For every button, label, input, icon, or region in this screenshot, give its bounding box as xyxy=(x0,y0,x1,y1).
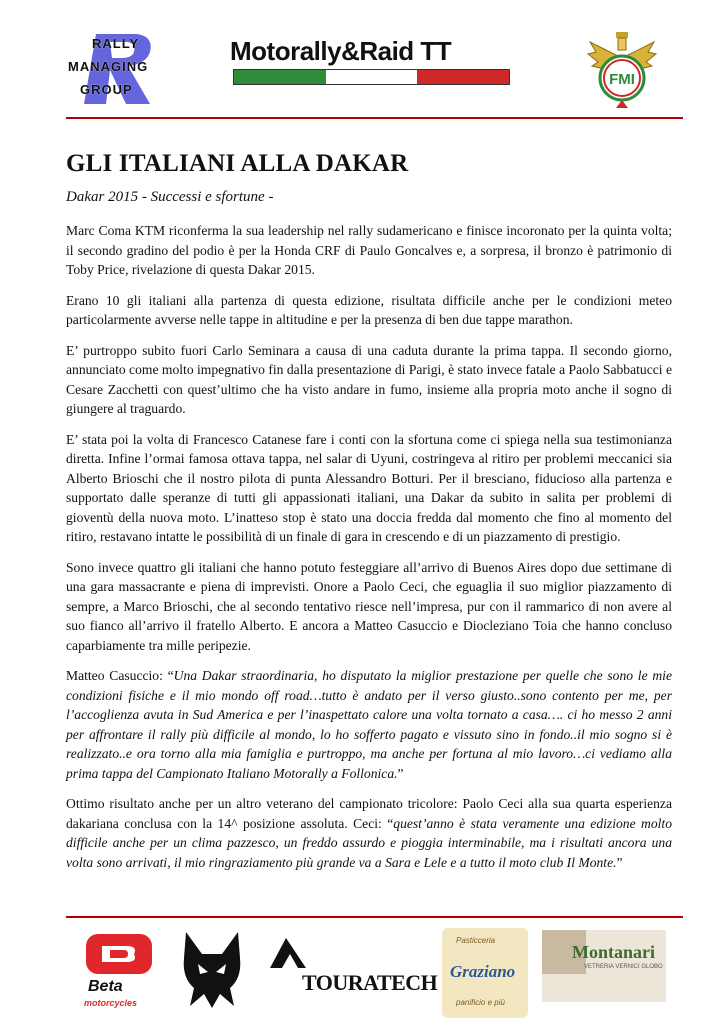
article-title: GLI ITALIANI ALLA DAKAR xyxy=(66,150,409,177)
paragraph-3: E’ purtroppo subito fuori Carlo Seminara a causa di una caduta durante la prima tappa. Il secondo giorno, annunciato come molto impegnativo fin dalla presentazione di Parigi, è stato invece fatale a Paolo Sabbatucci e Cesare Zacchetti con quest’ultimo che ha visto andare in fumo, insieme alla propria moto anche il sogno di giungere al traguardo. xyxy=(66,342,672,416)
paragraph-5: Sono invece quattro gli italiani che hanno potuto festeggiare all’arrivo di Buenos Aires dopo due settimane di una gara massacrante e piena di imprevisti. Onore a Paolo Ceci, che eguaglia il suo miglior piazzamento di sempre, a Marco Brioschi, che al secondo tentativo riesce nell’impresa, pur con il rammarico di non avere al suo fianco all’arrivo il fratello Alberto. E ancora a Matteo Casuccio e Diocleziano Toia che hanno concluso caparbiamente tra mille peripezie. xyxy=(66,559,672,653)
fox-head-icon xyxy=(178,928,246,1012)
rmg-line3: GROUP xyxy=(80,82,133,97)
montanari-name: Montanari xyxy=(572,942,655,962)
touratech-logo xyxy=(262,936,438,1006)
brand-title: Motorally&Raid TT xyxy=(230,36,452,66)
fmi-logo-text: FMI xyxy=(609,71,635,88)
footer-divider xyxy=(66,916,683,918)
touratech-name: TOURATECH xyxy=(302,970,438,995)
rmg-line1: RALLY xyxy=(92,36,140,51)
header-divider xyxy=(66,117,683,119)
montanari-logo xyxy=(542,930,666,1002)
graziano-bottom: panificio e più xyxy=(456,998,505,1007)
paragraph-7 xyxy=(66,794,672,872)
beta-tagline: motorcycles xyxy=(84,998,138,1008)
sponsor-bar xyxy=(66,922,683,1022)
beta-logo xyxy=(84,930,154,1016)
rally-managing-group-logo xyxy=(66,28,176,108)
rmg-line2: MANAGING xyxy=(68,59,149,74)
paragraph-1: Marc Coma KTM riconferma la sua leadership nel rally sudamericano e finisce incoronato per la quinta volta; il secondo gradino del podio è per la Honda CRF di Paulo Goncalves e, a sorpresa, il bronzo è patrimonio di Toby Price, rivelazione di questa Dakar 2015. xyxy=(66,223,672,277)
graziano-logo xyxy=(442,928,528,1018)
article xyxy=(66,150,672,872)
graziano-top: Pasticceria xyxy=(456,936,496,945)
p6-end: ” xyxy=(397,765,404,781)
article-subtitle: Dakar 2015 - Successi e sfortune - xyxy=(66,189,274,205)
p6-lead: Matteo Casuccio: “ xyxy=(66,668,174,683)
motorally-brand-logo xyxy=(230,36,520,86)
graziano-name: Graziano xyxy=(450,962,516,981)
paragraph-6 xyxy=(66,666,672,783)
casuccio-quote: Una Dakar straordinaria, ho disputato la miglior prestazione per quelle che sono le mie condizioni fisiche e il mio mondo off road…tutto è andato per il verso giusto..sono contento per me, per l’accoglienza avuta in Sud America e per l’inaspettato calore una volta tornato a casa…. ci ho messo 2 anni per affrontare il rally più difficile al mondo, lo ho sofferto pagato e vissuto sino in fondo..il mio sogno si è realizzato..e ora torno alla mia famiglia e purtroppo, ma anche per fortuna al mio lavoro…ci vediamo alla prima tappa del Campionato Italiano Motorally a Follonica. xyxy=(66,668,672,781)
paragraph-4: E’ stata poi la volta di Francesco Catanese fare i conti con la sfortuna come ci spiega nella sua testimonianza diretta. Infine l’ormai famosa ottava tappa, nel salar di Uyuni, costringeva al ritiro per problemi meccanici sia Alberto Brioschi che il nostro pilota di punta Alessandro Botturi. Per il bresciano, fiducioso alla partenza e supportato dalle speranze di tutti gli appassionati italiani, una Dakar da subito in salita per problemi di gioventù della nuova moto. L’inatteso stop è stato una doccia fredda dal momento che fino al momento del ritiro, restavano intatte le possibilità di un finale di gara in crescendo e di un piazzamento di prestigio. xyxy=(66,431,672,544)
italian-flag-bar xyxy=(233,69,510,85)
ceci-quote: quest’anno è stata veramente una edizione molto difficile anche per un clima pazzesco, un freddo assurdo e pioggia interminabile, ma i risultati ancora una volta sono arrivati, il mio ringraziamento più grande va a Sara e Lele e a tutto il moto club Il Monte. xyxy=(66,815,672,870)
montanari-sub: VETRERIA VERNICI GLOBO xyxy=(584,964,663,970)
paragraph-2: Erano 10 gli italiani alla partenza di questa edizione, risultata difficile anche per le condizioni meteo particolarmente avverse nelle tappe in altitudine e per la presenza di ben due tappe marathon. xyxy=(66,292,672,327)
page-header xyxy=(0,0,724,118)
p7-end: ” xyxy=(616,854,623,870)
p7-lead: Ottimo risultato anche per un altro veterano del campionato tricolore: Paolo Ceci alla sua quarta esperienza dakariana conclusa con la 14^ posizione assoluta. Ceci: “ xyxy=(66,796,672,831)
fmi-logo xyxy=(586,28,658,108)
beta-name: Beta xyxy=(88,978,123,995)
